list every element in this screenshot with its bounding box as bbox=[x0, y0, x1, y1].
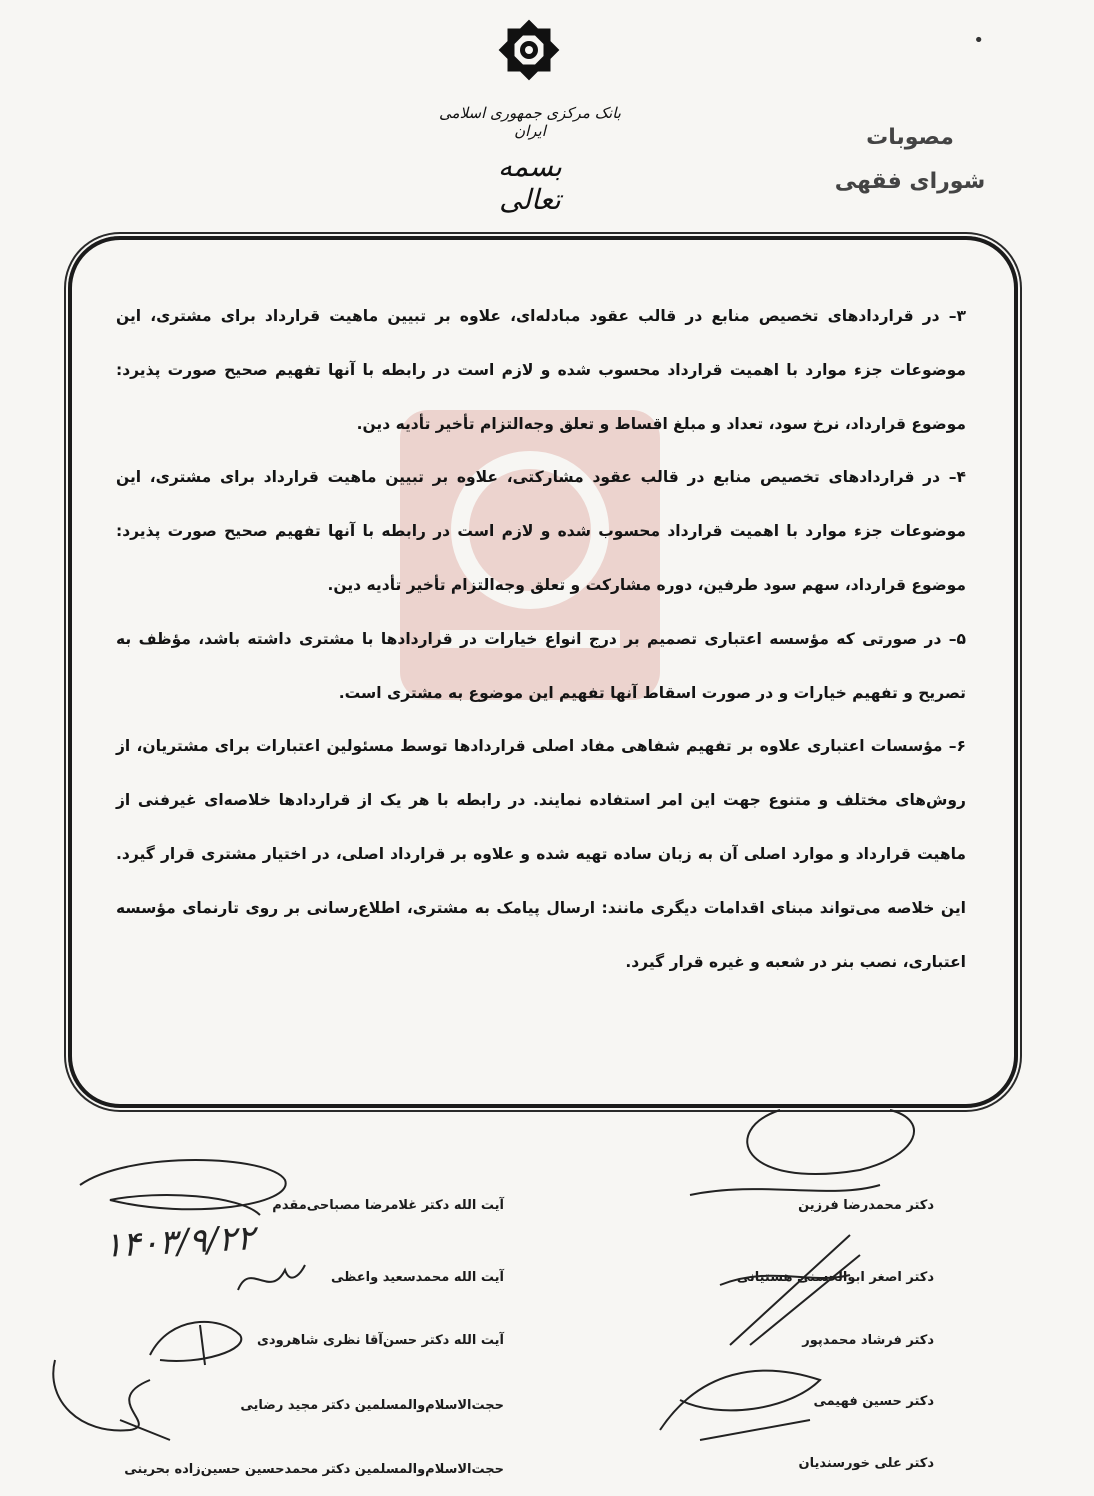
council-title-line-2: شورای فقهی bbox=[834, 169, 986, 194]
signatory-right-1: دکتر محمدرضا فرزین bbox=[798, 1198, 934, 1213]
bank-name: بانک مرکزی جمهوری اسلامی ایران bbox=[439, 104, 621, 140]
signatory-right-5: دکتر علی خورسندیان bbox=[798, 1456, 934, 1471]
signatory-left-4: حجت‌الاسلام‌والمسلمین دکتر مجید رضایی bbox=[240, 1398, 504, 1413]
signatory-left-3: آیت الله دکتر حسن‌آقا نظری شاهرودی bbox=[256, 1333, 504, 1348]
resolution-body bbox=[116, 290, 966, 989]
council-title bbox=[830, 116, 990, 204]
signature-scribble-left-2 bbox=[230, 1255, 310, 1305]
signature-scribble-right-1 bbox=[680, 1100, 940, 1210]
signatory-left-5: حجت‌الاسلام‌والمسلمین دکتر محمدحسین حسین‌زاده بحرینی bbox=[124, 1462, 504, 1477]
handwritten-date: ۱۴۰۳/۹/۲۲ bbox=[103, 1218, 256, 1266]
paragraph-6: ۶– مؤسسات اعتباری علاوه بر تفهیم شفاهی مفاد اصلی قراردادها توسط مسئولین اعتبارات برای مشتریان، از روش‌های مختلف و متنوع جهت این امر استفاده نمایند. در رابطه با هر یک از قراردادها خلاصه‌ای غیرفنی از ماهیت قرارداد و موارد اصلی آن به زبان ساده تهیه شده و علاوه بر قرارداد اصلی، در اختیار مشتری قرار گیرد. این خلاصه می‌تواند مبنای اقدامات دیگری مانند: ارسال پیامک به مشتری، اطلاع‌رسانی بر روی تارنمای مؤسسه اعتباری، نصب بنر در شعبه و غیره قرار گیرد. bbox=[116, 737, 966, 971]
paragraph-3: ۳– در قراردادهای تخصیص منابع در قالب عقود مبادله‌ای، علاوه بر تبیین ماهیت قرارداد برای مشتری، این موضوعات جزء موارد با اهمیت قرارداد محسوب شده و لازم است در رابطه با آنها تفهیم صحیح صورت پذیرد: موضوع قرارداد، نرخ سود، تعداد و مبلغ اقساط و تعلق وجه‌التزام تأخیر تأدیه دین. bbox=[116, 307, 966, 433]
signatory-right-4: دکتر حسین فهیمی bbox=[813, 1394, 934, 1409]
signatory-right-3: دکتر فرشاد محمدپور bbox=[802, 1333, 934, 1348]
council-title-line-1: مصوبات bbox=[866, 125, 954, 150]
paragraph-5: ۵– در صورتی که مؤسسه اعتباری تصمیم بر درج انواع خیارات در قراردادها با مشتری داشته باشد، مؤظف به تصریح و تفهیم خیارات و در صورت اسقاط آنها تفهیم این موضوع به مشتری است. bbox=[116, 629, 966, 702]
central-bank-logo-icon bbox=[493, 12, 565, 88]
signature-scribble-left-3 bbox=[140, 1305, 260, 1375]
signatory-left-2: آیت الله محمدسعید واعظی bbox=[330, 1270, 504, 1285]
bismillah: بسمه تعالی bbox=[498, 150, 562, 216]
paragraph-4: ۴– در قراردادهای تخصیص منابع در قالب عقود مشارکتی، علاوه بر تبیین ماهیت قرارداد برای مشتری، این موضوعات جزء موارد با اهمیت قرارداد محسوب شده و لازم است در رابطه با آنها تفهیم صحیح صورت پذیرد: موضوع قرارداد، سهم سود طرفین، دوره مشارکت و تعلق وجه‌التزام تأخیر تأدیه دین. bbox=[116, 468, 966, 594]
signatory-right-2: دکتر اصغر ابوالحسنی هستیانی bbox=[736, 1270, 934, 1285]
signatory-left-1: آیت الله دکتر غلامرضا مصباحی‌مقدم bbox=[272, 1198, 504, 1213]
signature-scribble-right-3 bbox=[640, 1340, 840, 1450]
decorative-dots: • bbox=[973, 30, 984, 51]
signature-scribble-left-4 bbox=[40, 1340, 180, 1450]
